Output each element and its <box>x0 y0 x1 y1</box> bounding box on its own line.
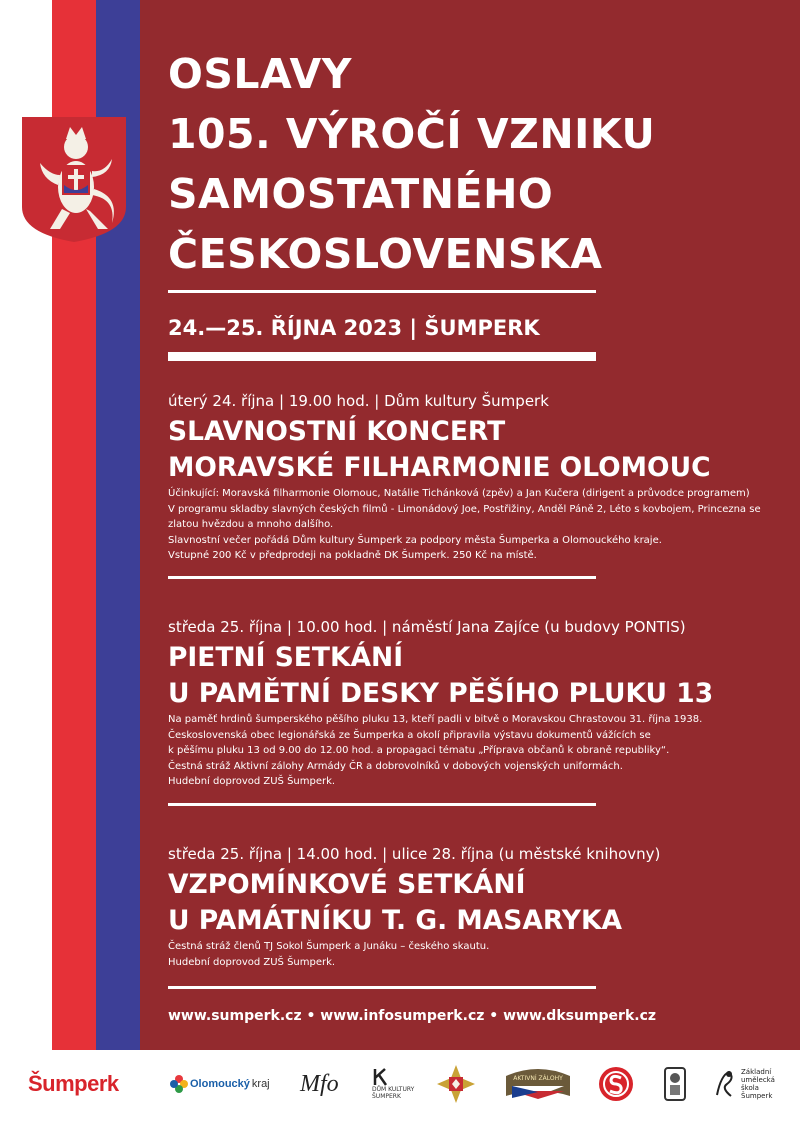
desc-line: Na paměť hrdinů šumperského pěšího pluku 13, kteří padli v bitvě o Moravskou Chrastovou 31. října 1938. <box>168 714 703 725</box>
kraj-text: kraj <box>251 1078 270 1090</box>
zus-text-line-4: Šumperk <box>741 1092 773 1100</box>
aktivni-zalohy-logo <box>504 1062 572 1106</box>
title-line-4: ČESKOSLOVENSKA <box>168 230 603 278</box>
event-meta: středa 25. října | 10.00 hod. | náměstí Jana Zajíce (u budovy PONTIS) <box>168 618 686 636</box>
event-heading-line-1: VZPOMÍNKOVÉ SETKÁNÍ <box>168 869 526 900</box>
zus-text-line-2: umělecká <box>741 1076 775 1084</box>
event-heading <box>168 867 660 939</box>
olomoucky-kraj-logo <box>168 1062 270 1106</box>
event-description <box>168 486 761 564</box>
event-heading-line-2: U PAMĚTNÍ DESKY PĚŠÍHO PLUKU 13 <box>168 678 714 709</box>
event-heading-line-2: U PAMÁTNÍKU T. G. MASARYKA <box>168 905 623 936</box>
event-concert <box>168 392 761 564</box>
desc-line: Čestná stráž Aktivní zálohy Armády ČR a dobrovolníků v dobových vojenských uniformách. <box>168 760 623 772</box>
desc-line: Hudební doprovod ZUŠ Šumperk. <box>168 956 336 968</box>
zus-figure-icon <box>712 1069 738 1099</box>
zus-text <box>741 1068 775 1100</box>
dk-text-line-2: ŠUMPERK <box>372 1093 401 1100</box>
title-line-1: OSLAVY <box>168 50 352 98</box>
desc-line: Účinkující: Moravská filharmonie Olomouc, Natálie Tichánková (zpěv) a Jan Kučera (dirigent a průvodce programem) <box>168 488 750 499</box>
divider-event-3 <box>168 986 596 989</box>
event-vzpominkove <box>168 845 660 970</box>
mfo-logo: Mfo <box>300 1070 339 1097</box>
coat-of-arms-icon <box>20 115 128 243</box>
legion-emblem-logo <box>436 1062 476 1106</box>
junak-emblem-icon <box>662 1065 688 1103</box>
sokol-s-icon <box>598 1066 634 1102</box>
desc-line: V programu skladby slavných českých filmů - Limonádový Joe, Postřižiny, Anděl Páně 2, Léto s kovbojem, Princezna se <box>168 503 761 515</box>
desc-line: Slavnostní večer pořádá Dům kultury Šumperk za podpory města Šumperka a Olomouckého kraje. <box>168 534 662 546</box>
aktivni-zalohy-text: AKTIVNÍ ZÁLOHY <box>513 1075 563 1082</box>
aktivni-zalohy-badge-icon <box>504 1066 572 1102</box>
event-meta: úterý 24. října | 19.00 hod. | Dům kultury Šumperk <box>168 392 549 410</box>
dk-k-icon <box>372 1068 388 1086</box>
zus-sumperk-logo <box>712 1062 775 1106</box>
dk-sumperk-logo <box>372 1062 414 1106</box>
event-heading-line-2: MORAVSKÉ FILHARMONIE OLOMOUC <box>168 452 711 483</box>
event-heading-line-1: SLAVNOSTNÍ KONCERT <box>168 416 506 447</box>
desc-line: Vstupné 200 Kč v předprodeji na pokladně DK Šumperk. 250 Kč na místě. <box>168 550 537 561</box>
websites-link[interactable]: www.sumperk.cz • www.infosumperk.cz • www.dksumperk.cz <box>168 1008 657 1024</box>
desc-line: Čestná stráž členů TJ Sokol Šumperk a Junáku – českého skautu. <box>168 941 490 952</box>
desc-line: k pěšímu pluku 13 od 9.00 do 12.00 hod. a propagaci tématu „Příprava občanů k obraně republiky“. <box>168 745 670 756</box>
event-dates: 24.—25. ŘÍJNA 2023 | ŠUMPERK <box>168 316 540 340</box>
divider-event-1 <box>168 576 596 579</box>
olomoucky-text: Olomoucký <box>190 1078 250 1090</box>
desc-line: Československá obec legionářská ze Šumperka a okolí připravila výstavu dokumentů vážících se <box>168 729 651 741</box>
event-heading <box>168 640 713 712</box>
divider-dates <box>168 352 596 361</box>
divider-event-2 <box>168 803 596 806</box>
title-line-2: 105. VÝROČÍ VZNIKU <box>168 110 656 158</box>
dk-text-line-1: DŮM KULTURY <box>372 1086 415 1093</box>
legion-cross-icon <box>436 1064 476 1104</box>
sokol-logo <box>598 1062 634 1106</box>
event-pietni <box>168 618 713 790</box>
junak-logo <box>662 1062 688 1106</box>
desc-line: Hudební doprovod ZUŠ Šumperk. <box>168 776 336 787</box>
event-description <box>168 712 713 790</box>
zus-text-line-1: Základní <box>741 1068 772 1076</box>
event-heading <box>168 414 761 486</box>
olomoucky-flower-icon <box>168 1073 190 1095</box>
divider-title <box>168 290 596 293</box>
sumperk-logo: Šumperk <box>28 1071 119 1096</box>
event-meta: středa 25. října | 14.00 hod. | ulice 28. října (u městské knihovny) <box>168 845 661 863</box>
zus-text-line-3: škola <box>741 1084 759 1092</box>
title-line-3: SAMOSTATNÉHO <box>168 170 554 218</box>
poster-title <box>168 44 655 284</box>
desc-line: zlatou hvězdou a mnoho dalšího. <box>168 519 334 530</box>
event-description <box>168 939 660 970</box>
event-heading-line-1: PIETNÍ SETKÁNÍ <box>168 642 404 673</box>
